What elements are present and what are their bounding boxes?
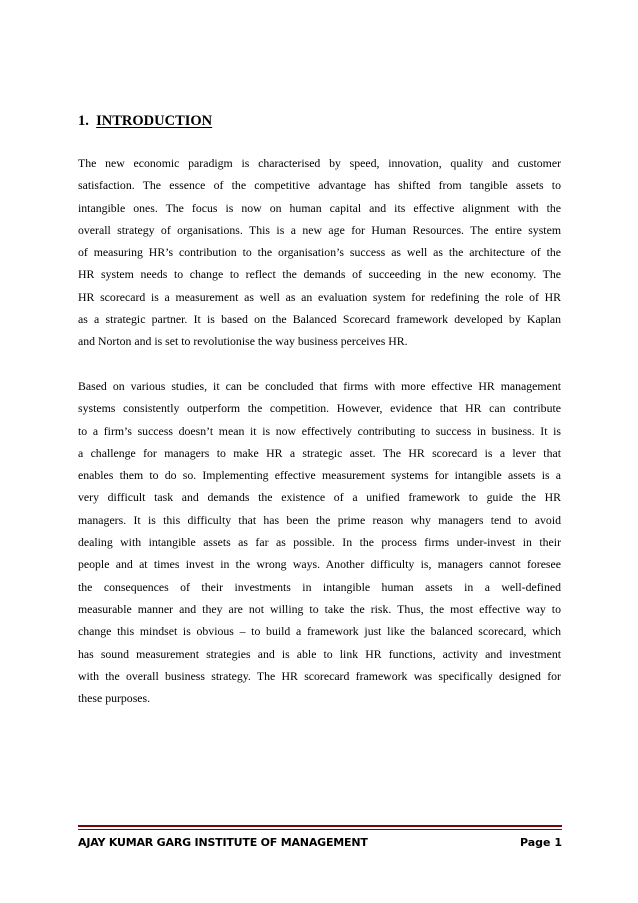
paragraph-line: these purposes.	[78, 691, 151, 706]
footer-page-number: Page 1	[519, 836, 562, 849]
paragraph-1	[78, 152, 561, 353]
paragraph-line: with the overall business strategy. The HR scorecard framework was specifically designed for	[78, 668, 561, 683]
paragraph-line: very difficult task and demands the existence of a unified framework to guide the HR	[78, 490, 561, 505]
paragraph-line: to a firm’s success doesn’t mean it is now effectively contributing to success in business. It is	[78, 423, 561, 438]
paragraph-line: HR scorecard is a measurement as well as an evaluation system for redefining the role of HR	[78, 289, 561, 304]
paragraph-line: intangible ones. The focus is now on human capital and its effective alignment with the	[78, 200, 561, 215]
paragraph-line: satisfaction. The essence of the competitive advantage has shifted from tangible assets to	[78, 178, 561, 193]
footer-institute: AJAY KUMAR GARG INSTITUTE OF MANAGEMENT	[78, 836, 368, 849]
paragraph-line: Based on various studies, it can be concluded that firms with more effective HR management	[78, 379, 561, 393]
paragraph-line: The new economic paradigm is characterised by speed, innovation, quality and customer	[78, 156, 561, 170]
paragraph-line: people and at times invest in the wrong ways. Another difficulty is, managers cannot foresee	[78, 557, 561, 572]
paragraph-line: of measuring HR’s contribution to the organisation’s success as well as the architecture of the	[78, 245, 561, 260]
paragraph-line: as a strategic partner. It is based on the Balanced Scorecard framework developed by Kaplan	[78, 312, 561, 327]
paragraph-line: change this mindset is obvious – to build a framework just like the balanced scorecard, which	[78, 624, 561, 639]
paragraph-line: a challenge for managers to make HR a strategic asset. The HR scorecard is a lever that	[78, 445, 561, 460]
paragraph-line: systems consistently outperform the competition. However, evidence that HR can contribute	[78, 401, 561, 416]
footer-rule-thick	[78, 825, 562, 827]
paragraph-line: the consequences of their investments in intangible human assets in a well-defined	[78, 579, 561, 594]
footer-rule-thin	[78, 829, 562, 830]
paragraph-line: measurable manner and they are not willing to take the risk. Thus, the most effective way to	[78, 601, 561, 616]
section-number: 1.	[78, 113, 89, 129]
paragraph-line: enables them to do so. Implementing effective measurement systems for intangible assets is a	[78, 468, 561, 483]
paragraph-line: and Norton and is set to revolutionise the way business perceives HR.	[78, 334, 408, 349]
paragraph-line: managers. It is this difficulty that has been the prime reason why managers tend to avoid	[78, 512, 561, 527]
paragraph-line: HR system needs to change to reflect the demands of succeeding in the new economy. The	[78, 267, 561, 282]
paragraph-2	[78, 375, 561, 709]
section-title: INTRODUCTION	[96, 113, 213, 129]
paragraph-line: dealing with intangible assets as far as possible. In the process firms under-invest in their	[78, 535, 561, 550]
paragraph-line: overall strategy of organisations. This is a new age for Human Resources. The entire system	[78, 222, 561, 237]
paragraph-line: has sound measurement strategies and is able to link HR functions, activity and investment	[78, 646, 561, 661]
section-heading	[78, 111, 212, 131]
